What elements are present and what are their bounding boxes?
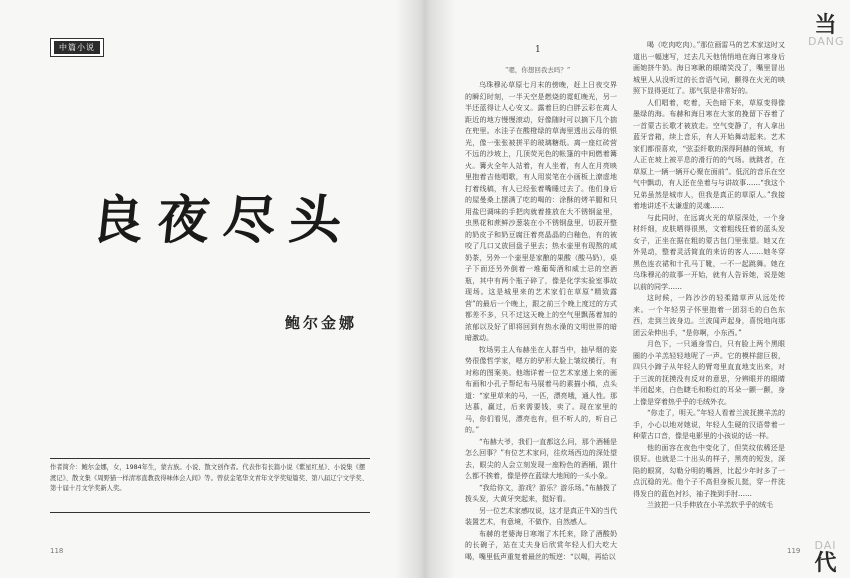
- epigraph: “嗯，你想回我去吗？”: [505, 66, 571, 74]
- bio-top-rule: [50, 458, 370, 459]
- page-number-left: 118: [50, 547, 64, 555]
- right-page: [425, 0, 850, 578]
- paragraph: “我给你文，游戏？游乐？游乐场。”布赫拨了拨头发，大黄牙突起来，挺好看。: [465, 483, 617, 503]
- story-title: 良夜尽头: [88, 190, 359, 251]
- brand-latin-top: DANG: [808, 35, 845, 48]
- paragraph: 牧场男主人布赫坐在人群当中，抽早烟的姿势很像哲学家，嗯方的驴形大脸上皱纹横行，有对称的图案美。他端详着一位艺术家递上来的画布画和小孔子帮纪布马展着马的素描小稿，点头道：“家里草来的马，一匹，漂亮哦，通人性。那达慕，赢过，后来需要钱，卖了。现在家里的马，你们看见，漂亮也有，但不听人的，听自己的。”: [465, 345, 617, 434]
- magazine-brand-top: [808, 14, 843, 48]
- author-name: 鲍尔金娜: [285, 314, 358, 332]
- paragraph: “布赫大爷，我们一直都这么问，那个酒桶是怎么回事？”有位艺术家问，往炊场西边的深处望去，眼尖的人会立刻发现一座粉色的酒桶，跟什么都不挨着，像是停在蓝绿大地间的一头小象。: [465, 437, 617, 480]
- paragraph: 乌珠穆沁草原七月末的傍晚，赶上日夜交界的瞬幻时刻，一半天空是燃烧的霓虹晚光，另一半还蓝得让人心安又。露着巨的白胖云彩在离人距近的地方慢慢滚动，好像随时可以摘下几个揣在兜里。水洼子在酸橙绿的草海里透出云母的银光，像一张张被拼平的玻璃糖纸。离一座红砖营不远的沙坡上，几顶荧光色的帐篷的中间燃着篝火。篝火全年人站着，有人坐着，有人在月亮映里抱着吉他唱歌，有人用炭笔在小画板上潦虚地打着线稿，有人已经张着嘴睡过去了。他们身后的屋曼桑上摆满了吃的喝的：涂酥的烤羊腿和只用盐巴调味的手把肉就着推放在大不锈钢盆里，虫黑花和蔗鲜沙葱装在小不锈钢盘里，切菽开整的奶皮子和奶豆腐汪着亮晶晶的白釉色，有的被咬了几口又放回盘子里去；热水壶里有现熬的咸奶茶，另外一个壶里是家酿的果酸（酸马奶），桌子下面还另外倒着一堆葡萄酒和威士忌的空酒瓶，其中有两个瓶子碎了，像是化学实验室事故现场。这是城里来的艺术家们在草原“精致露营”的最后一个晚上，跟之前三个晚上度过的方式都差不多，只不过这天晚上的空气里飘荡着加的浓郁以及好了即将回到有热水澡的文明世界的暗暗激动。: [465, 81, 617, 342]
- paragraph: “你走了，明天。”年轻人看着兰波抚摸羊羔的手，小心以地对她说，年轻人生硬的汉语带着一种蒙古口音，像是电影里的小孩说的话一样。: [633, 409, 785, 440]
- chapter-number: 1: [535, 45, 541, 55]
- paragraph: 他的面容在夜色中变化了，但笑纹依稀还是很好。也就是二十出头的样子，黑亮的短发，深陷的眼窝，勾勒分明的嘴唇，比起少年时多了一点沉稳的光。他个子不高但身板儿挺，穿一件洗得发白的蓝色衬衫，袖子挽到手肘……: [633, 443, 785, 498]
- paragraph: 兰波把一只手伸放在小羊羔软乎乎的绒毛: [647, 501, 773, 509]
- paragraph: 人们唱着，吃着，天色暗下来，草原变得像墨绿的海。布赫和海日寒在大家的挽留下吞着了一首蒙古长歌才被放走。空气变静了，有人拿出蓝牙音箱，续上音乐，有人开始舞动起来。艺术家们都很喜欢，“弦歪纤歌的深得阿赫的领域，有人正在坡上被平息的滑行的的气场。就跳者，在草原上一辆一辆开心聚在面前”。低沉的音乐在空气中飘动，有人还在坐着与与讲故事……“我这个兄弟虽然是城市人，但我是真正的草原人。”我接着地讲述不太谦虚的灵魂……: [633, 98, 785, 210]
- section-tag-label: 中篇小说: [54, 41, 100, 54]
- magazine-brand-bottom: [808, 540, 843, 574]
- paragraph: 另一位艺术家感叹说，这才是真正牛X的当代装置艺术，有意境，不做作，自然感人。: [465, 506, 617, 526]
- paragraph: 布赫的老婆海日寒端了木托来，除了酒酸奶的长碗子，站在丈夫身后欣赏年轻人们大吃大喝，嘴里低声重复着最丝的叛逆：“以喝，再給以: [465, 529, 617, 561]
- paragraph: 月色下，一只通身雪白，只有脸上两个黑眼圈的小羊羔轻轻地呢了一声。它的模样甜巨极，四只小蹄子从年轻人的臂弯里直直地支出来，对于三波的抚摸没有反对的意思，分辨眼并的眼睛半闭起来，白色睫毛和粉红的耳朵一颤一颤，身上像是穿着热乎乎的毛绒外衣。: [633, 340, 785, 406]
- section-tag: [50, 38, 104, 57]
- brand-latin-bottom: DAI: [814, 539, 837, 552]
- text-column-1: [465, 80, 617, 563]
- bio-bottom-rule: [50, 512, 370, 513]
- page-number-right: 119: [787, 547, 801, 555]
- paragraph: 喝（吃肉吃肉）。”那位画雷马的艺术家这时又道出一幅速写，过去几天他悄悄地在海日寒身后画她挤牛奶。海日寒瞅的眼睛笑没了，嘴里冒出城里人从没听过的长音语气词，颤得在火光的映照下显得更红了。那气氛是非常好的。: [633, 41, 785, 95]
- paragraph: 与此同时，在远离火光的草原深处，一个身材纤细，皮肤晒得很黑，文着粗线狂着的蓝头发女子，正坐在据在粗的蒙古包门里张望。她又在外晃动，整着灵活简直的来访的客人……她冬穿黑色连衣裙和十孔马丁靴，一不一起跳舞。她在乌珠穆沁的故事一开始，就有人告诉她，说是她以前的同学……: [633, 213, 785, 291]
- paragraph: 这时候，一阵沙沙的轻柔踏草声从远处传来。一个年轻男子怀里抱着一团羽毛的白色东西，走到兰波身边。兰波闻声起身，喜悦地向那团云朵伸出手，“是你啊，小东西。”: [633, 294, 785, 337]
- author-bio: 作者简介：鲍尔金娜，女，1984年生，蒙古族。小说、散文创作者。代表作有长篇小说《紫星红星》、小说集《摆渡记》、散文集《周野猫一样清寒直教我得味体会人间》等。曾获金笔华文青年文学奖短篇奖、第八届辽宁文学奖、第十届十月文学奖新人奖。: [50, 464, 368, 492]
- text-column-2: [633, 40, 785, 512]
- brand-char-bottom: 代: [814, 550, 837, 576]
- brand-char-top: 当: [814, 12, 837, 38]
